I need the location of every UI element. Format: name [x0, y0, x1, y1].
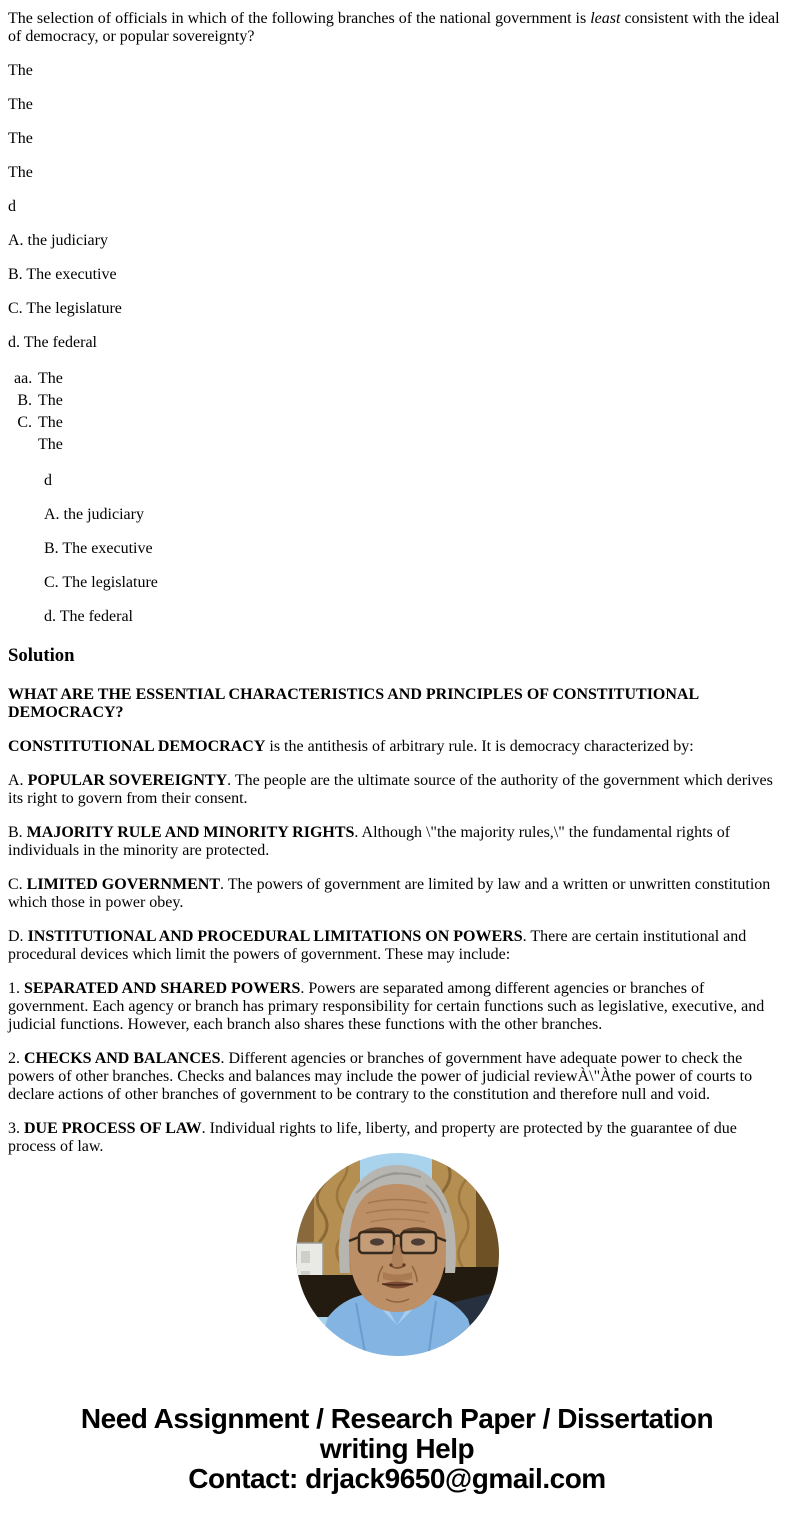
solution-paragraph: WHAT ARE THE ESSENTIAL CHARACTERISTICS AND PRINCIPLES OF CONSTITUTIONAL DEMOCRACY?	[8, 686, 699, 721]
question-intro: The selection of officials in which of the following branches of the national government is least consistent with the ideal of democracy, or popular sovereignty?	[8, 10, 780, 45]
solution-paragraph: A. POPULAR SOVEREIGNTY. The people are the ultimate source of the authority of the government which derives its right to govern from their consent.	[8, 772, 773, 807]
footer-line-2: writing Help	[319, 1433, 475, 1464]
question-paragraph: The	[8, 164, 33, 181]
question-paragraph: A. the judiciary	[8, 232, 108, 249]
solution-section	[8, 645, 786, 1156]
list-text: The	[38, 370, 63, 387]
list-marker: aa.	[14, 370, 33, 387]
list-marker	[14, 434, 38, 456]
question-list-row	[14, 390, 786, 412]
list-marker: B.	[17, 392, 32, 409]
solution-paragraph: D. INSTITUTIONAL AND PROCEDURAL LIMITATIONS ON POWERS. There are certain institutional and procedural devices which limit the powers of government. These may include:	[8, 928, 747, 963]
list-marker: C.	[17, 414, 32, 431]
question-list-rows	[14, 368, 786, 456]
list-text: The	[38, 436, 63, 453]
question-paragraph: The	[8, 62, 33, 79]
question-paragraph: B. The executive	[8, 266, 117, 283]
question-list-paragraph: d. The federal	[44, 608, 133, 625]
list-text: The	[38, 414, 63, 431]
question-section	[8, 10, 786, 626]
tutor-photo	[296, 1153, 499, 1356]
solution-heading: Solution	[8, 645, 75, 666]
solution-paragraph: 2. CHECKS AND BALANCES. Different agencies or branches of government have adequate power to check the powers of other branches. Checks and balances may include the power of judicial reviewÀ\"Àthe power of courts to declare actions of other branches of government to be contrary to the constitution and therefore null and void.	[8, 1050, 753, 1103]
solution-paragraph: 1. SEPARATED AND SHARED POWERS. Powers are separated among different agencies or branches of government. Each agency or branch has primary responsibility for certain functions such as legislative, executive, and judicial functions. However, each branch also shares these functions with the other branches.	[8, 980, 765, 1033]
question-list-paragraph: A. the judiciary	[44, 506, 144, 523]
question-paragraph: d	[8, 198, 16, 215]
question-paragraph: d. The federal	[8, 334, 97, 351]
question-list-row	[14, 434, 786, 456]
solution-paragraph: B. MAJORITY RULE AND MINORITY RIGHTS. Although \"the majority rules,\" the fundamental rights of individuals in the minority are protected.	[8, 824, 731, 859]
footer-line-1: Need Assignment / Research Paper / Dissertation	[80, 1403, 714, 1434]
question-paragraph: The	[8, 130, 33, 147]
question-paragraph: The	[8, 96, 33, 113]
solution-paragraph: 3. DUE PROCESS OF LAW. Individual rights to life, liberty, and property are protected by the guarantee of due process of law.	[8, 1120, 737, 1155]
tutor-photo-wrapper	[0, 1153, 794, 1356]
question-list-row	[14, 368, 786, 390]
footer-banner	[0, 1404, 794, 1494]
question-list-paragraph: d	[44, 472, 52, 489]
question-list-subparagraphs	[44, 472, 786, 626]
question-list	[14, 368, 786, 626]
list-text: The	[38, 392, 63, 409]
solution-paragraphs	[8, 686, 786, 1156]
question-list-row	[14, 412, 786, 434]
solution-paragraph: CONSTITUTIONAL DEMOCRACY is the antithesis of arbitrary rule. It is democracy characterized by:	[8, 738, 694, 755]
question-paragraph: C. The legislature	[8, 300, 122, 317]
question-paragraphs	[8, 62, 786, 352]
contact-email-line: Contact: drjack9650@gmail.com	[188, 1463, 606, 1494]
question-list-paragraph: B. The executive	[44, 540, 153, 557]
solution-paragraph: C. LIMITED GOVERNMENT. The powers of government are limited by law and a written or unwritten constitution which those in power obey.	[8, 876, 771, 911]
question-list-paragraph: C. The legislature	[44, 574, 158, 591]
